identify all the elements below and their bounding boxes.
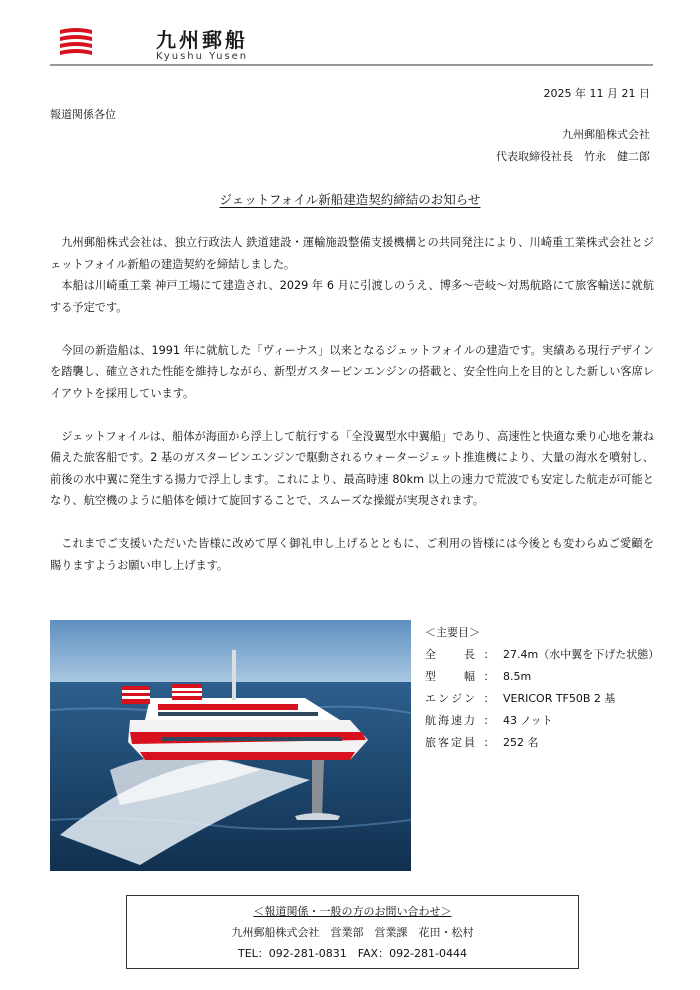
spec-row xyxy=(425,732,659,754)
main-specifications xyxy=(425,622,659,754)
spec-label: 航海速力 xyxy=(425,714,475,727)
kyushu-yusen-flag-icon xyxy=(58,26,94,56)
spec-label: 全長 xyxy=(425,648,475,661)
paragraph: これまでご支援いただいた皆様に改めて厚く御礼申し上げるとともに、ご利用の皆様には今後とも変わらぬご愛顧を賜りますようお願い申し上げます。 xyxy=(50,537,654,572)
spec-row xyxy=(425,710,659,732)
recipient: 報道関係各位 xyxy=(50,108,116,121)
spec-colon: ： xyxy=(483,670,495,683)
company-romaji: Kyushu Yusen xyxy=(156,51,249,62)
spec-colon: ： xyxy=(483,692,495,705)
paragraph: 本船は川崎重工業 神戸工場にて建造され、2029 年 6 月に引渡しのうえ、博多～壱岐～対馬航路にて旅客輸送に就航する予定です。 xyxy=(50,279,654,314)
spec-row xyxy=(425,666,659,688)
body-text xyxy=(50,232,654,576)
document-title xyxy=(0,190,700,208)
spec-value: 8.5m xyxy=(503,670,532,683)
paragraph: ジェットフォイルは、船体が海面から浮上して航行する「全没翼型水中翼船」であり、高速性と快適な乗り心地を兼ね備えた旅客船です。2 基のガスタービンエンジンで駆動されるウォータージェット推進機により、大量の海水を噴射し、前後の水中翼に発生する揚力で浮上します。これにより、最高時速 80km 以上の速力で荒波でも安定した航走が可能となり、航空機のように船体を傾けて旋回することで、スムーズな操縦が実現されます。 xyxy=(50,429,654,507)
contact-department: 九州郵船株式会社 営業部 営業課 花田・松村 xyxy=(231,926,474,939)
header-divider xyxy=(50,64,653,66)
company-name: 九州郵船 xyxy=(156,28,248,52)
specs-heading: ＜主要目＞ xyxy=(425,626,480,639)
spec-value: 252 名 xyxy=(503,736,539,749)
contact-box xyxy=(126,895,579,969)
spec-colon: ： xyxy=(483,648,495,661)
issuer-person: 代表取締役社長 竹永 健二郎 xyxy=(496,150,650,163)
letterhead xyxy=(50,18,652,66)
spec-row xyxy=(425,688,659,710)
release-date: 2025 年 11 月 21 日 xyxy=(543,87,650,100)
spec-value: VERICOR TF50B 2 基 xyxy=(503,692,616,705)
jetfoil-image xyxy=(50,620,411,871)
spec-label: エンジン xyxy=(425,692,475,705)
spec-value: 27.4m（水中翼を下げた状態） xyxy=(503,648,660,661)
spec-label: 旅客定員 xyxy=(425,736,475,749)
paragraph: 今回の新造船は、1991 年に就航した「ヴィーナス」以来となるジェットフォイルの建造です。実績ある現行デザインを踏襲し、確立された性能を維持しながら、新型ガスタービンエンジンの搭載と、安全性向上を目的とした新しい客席レイアウトを採用しています。 xyxy=(50,343,654,400)
spec-row xyxy=(425,644,659,666)
paragraph: 九州郵船株式会社は、独立行政法人 鉄道建設・運輸施設整備支援機構との共同発注により、川崎重工業株式会社とジェットフォイル新船の建造契約を締結しました。 xyxy=(50,236,654,271)
document-title-text: ジェットフォイル新船建造契約締結のお知らせ xyxy=(219,192,481,207)
spec-colon: ： xyxy=(483,714,495,727)
spec-value: 43 ノット xyxy=(503,714,553,727)
contact-phone-fax: TEL：092-281-0831 FAX：092-281-0444 xyxy=(237,947,468,960)
contact-title: ＜報道関係・一般の方のお問い合わせ＞ xyxy=(253,905,452,918)
spec-colon: ： xyxy=(483,736,495,749)
issuer-company: 九州郵船株式会社 xyxy=(562,128,650,141)
spec-label: 型幅 xyxy=(425,670,475,683)
